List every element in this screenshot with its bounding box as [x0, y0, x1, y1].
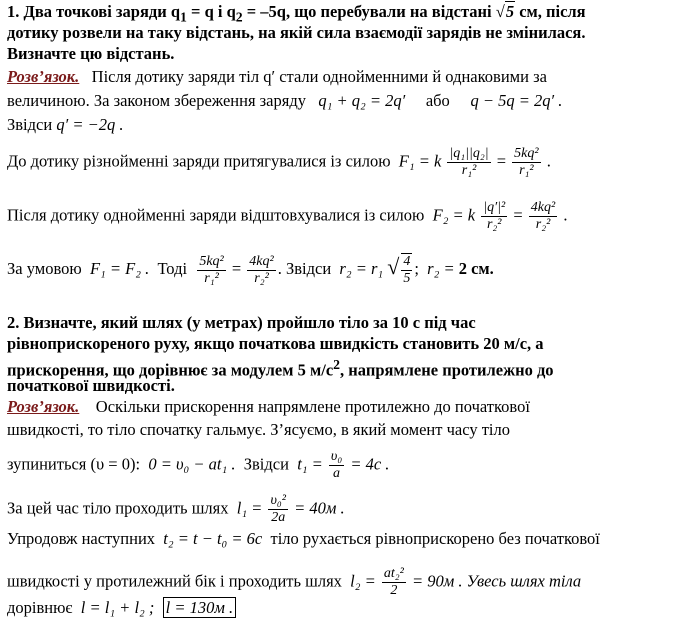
- problem2-statement-line2: рівноприскореного руху, якщо початкова швидкість становить 20 м/с, а: [7, 334, 544, 353]
- answer: 2 см.: [458, 258, 494, 278]
- problem1-solution-line3: Звідси q′ = −2q .: [7, 115, 124, 134]
- problem2-statement-line1: 2. Визначте, який шлях (у метрах) пройшло тіло за 10 с під час: [7, 313, 476, 332]
- problem1-solution-line2: величиною. За законом збереження заряду q₁ + q₂ = 2q′ або q − 5q = 2q′ .: [7, 91, 563, 110]
- problem2-statement-line4: початкової швидкості.: [7, 376, 175, 395]
- condition-line: За умовою F₁ = F₂ . Тоді $\frac{\text{5kq²}}{\text{r₁²}}$ = $\frac{\text{4kq²}}{\text{r₂²}}$ . Звідси r₂ = r₁ √ $\frac{4}{5}$ ; r₂ = 2 см.: [7, 253, 494, 286]
- problem1-solution-line1: Розв’язок. Після дотику заряди тіл q′ стали однойменними й однаковими за: [7, 67, 547, 86]
- fraction: $\frac{\text{|q₁||q₂|}}{\text{r₁²}}$: [449, 146, 489, 178]
- stop-line: зупиниться (υ = 0): 0 = υ₀ − at₁ . Звідси t₁ = $\frac{\text{υ₀}}{a}$ = 4c .: [7, 449, 390, 481]
- path-line: За цей час тіло проходить шлях l₁ = $\frac{\text{υ₀²}}{2a}$ = 40м .: [7, 493, 345, 525]
- problem1-statement-line3: Визначте цю відстань.: [7, 44, 175, 63]
- solution-label: Розв’язок.: [7, 67, 80, 86]
- fraction: $\frac{\text{υ₀}}{a}$: [330, 449, 343, 481]
- repulsion-line: Після дотику однойменні заряди відштовхувалися із силою F₂ = k $\frac{\text{|q′|²}}{\text{r₂²}}$ = $\frac{\text{4kq²}}{\text{r₂²}}$ .: [7, 200, 568, 232]
- problem2-statement-line3: прискорення, що дорівнює за модулем 5 $м/с^2$, напрямлене протилежно до: [7, 357, 554, 380]
- sqrt-5: √5: [495, 2, 515, 21]
- fraction: $\frac{\text{4kq²}}{\text{r₂²}}$: [530, 200, 556, 232]
- fraction: $\frac{\text{|q′|²}}{\text{r₂²}}$: [483, 200, 506, 232]
- sqrt-fraction: √ $\frac{4}{5}$: [387, 253, 411, 286]
- problem1-statement-line2: дотику розвели на таку відстань, на якій сила взаємодії зарядів не змінилася.: [7, 23, 586, 42]
- fraction: $\frac{\text{4kq²}}{\text{r₂²}}$: [249, 253, 274, 286]
- fraction: $\frac{\text{at₂²}}{2}$: [383, 566, 404, 598]
- attraction-line: До дотику різнойменні заряди притягувалися із силою F₁ = k $\frac{\text{|q₁||q₂|}}{\text{r₁²}}$ = $\frac{\text{5kq²}}{\text{r₁²}}$ .: [7, 146, 551, 178]
- final-answer: l = 130м .: [163, 597, 237, 618]
- total-line: дорівнює l = l₁ + l₂ ; l = 130м .: [7, 598, 236, 618]
- problem2-solution-line2: швидкості, то тіло спочатку гальмує. З’ясуємо, в який момент часу тіло: [7, 420, 510, 439]
- fraction: $\frac{\text{5kq²}}{\text{r₁²}}$: [514, 146, 539, 178]
- fraction: $\frac{\text{υ₀²}}{2a}$: [270, 493, 286, 525]
- direction-line: швидкості у протилежний бік і проходить шлях l₂ = $\frac{\text{at₂²}}{2}$ = 90м . Увесь шлях тіла: [7, 566, 582, 598]
- problem2-solution-line1: Розв’язок. Оскільки прискорення напрямлене протилежно до початкової: [7, 397, 530, 416]
- solution-label: Розв’язок.: [7, 397, 80, 416]
- fraction: $\frac{\text{5kq²}}{\text{r₁²}}$: [199, 253, 224, 286]
- problem1-statement-line1: 1. Два точкові заряди $q_1 = q$ і $q_2 = -5q$, що перебували на відстані √5 см, після: [7, 2, 586, 25]
- next-interval-line: Упродовж наступних t₂ = t − t₀ = 6c тіло рухається рівноприскорено без початкової: [7, 529, 600, 548]
